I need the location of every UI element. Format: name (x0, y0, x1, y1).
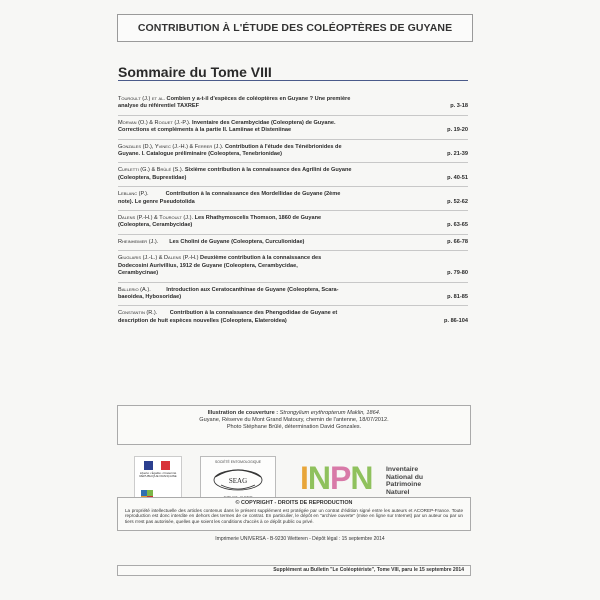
toc-entry-title: Contribution à la connaissance des Phengodidae de Guyane et (157, 310, 338, 317)
partner-logos (130, 456, 470, 496)
toc-entry-line (118, 120, 418, 127)
toc-entry (118, 120, 468, 135)
cover-species: Strongylium erythropterum Maklin, 1864. (278, 410, 381, 416)
toc-entry-pages: p. 86-104 (444, 317, 468, 324)
toc-entry-authors: Curletti (G.) & Brûlé (S.). (118, 167, 184, 174)
toc-entry-authors: Morvan (O.) & Roguet (J.-P.). (118, 119, 191, 126)
toc-entry-title: Contribution à la connaissance des Mordellidae de Guyane (2ème (148, 191, 341, 198)
seag-top-text: SOCIÉTÉ ENTOMOLOGIQUE (214, 460, 262, 464)
toc-entry-title: Introduction aux Ceratocanthinae de Guyane (Coleoptera, Scara- (150, 286, 339, 293)
header-title: CONTRIBUTION À L'ÉTUDE DES COLÉOPTÈRES DE GUYANE (137, 22, 453, 34)
header-banner (117, 14, 473, 42)
toc-entry (118, 310, 468, 325)
toc-entry-pages: p. 52-62 (447, 198, 468, 205)
toc-entry-authors: Constantin (R.). (118, 310, 158, 317)
footer-box (117, 565, 471, 576)
toc-separator (118, 210, 468, 211)
inpn-caption: Inventaire National du Patrimoine Naturel (386, 466, 424, 496)
toc-entry-line (118, 255, 418, 262)
cover-line-2: Guyane, Réserve du Mont Grand Matoury, chemin de l'antenne, 18/07/2012. (199, 417, 389, 424)
printer-line: Imprimerie UNIVERSA - B-9230 Wetteren - Dépôt légal : 15 septembre 2014 (215, 536, 385, 542)
inpn-logo (298, 460, 458, 500)
toc-entry-pages: p. 81-85 (447, 293, 468, 300)
cover-line-1 (118, 410, 470, 417)
toc-entry-title-cont: Corrections et compléments à la partie II. Lamiinae et Disteniinae (118, 127, 292, 134)
toc-entry (118, 215, 468, 230)
toc-entry-title-cont: description de huit espèces nouvelles (Coleoptera, Elateroidea) (118, 317, 287, 324)
mariane-text: Liberté • Égalité • Fraternité RÉPUBLIQUE FRANÇAISE (139, 471, 177, 479)
toc-entry-title: Les Cholini de Guyane (Coleoptera, Curculionidae) (158, 238, 305, 245)
toc-entry-title-cont: Guyane. I. Catalogue préliminaire (Coleoptera, Tenebrionidae) (118, 151, 283, 158)
toc-entry-line (118, 167, 418, 174)
copyright-text: La propriété intellectuelle des articles contenus dans le présent supplément est protégée par un contrat d'édition signé entre les auteurs et ACOREP-France. Toute reproduction est donc interdite en dehors des termes de ce contrat. En particulier, le dépôt en "archive ouverte" (mise en ligne sur Internet) par un auteur ou par un tiers n'est pas autorisée, quelles que soient les conditions d'accès à ce dépôt public ou privé. (125, 507, 463, 524)
cover-label: Illustration de couverture : (207, 410, 279, 416)
toc-entry (118, 167, 468, 182)
toc-entry-line (118, 96, 418, 103)
copyright-title: © COPYRIGHT - DROITS DE REPRODUCTION (235, 500, 353, 506)
toc-entry-title: Inventaire des Cerambycidae (Coleoptera) de Guyane. (190, 119, 336, 126)
toc-entry-line (118, 191, 418, 198)
toc-entry (118, 287, 468, 302)
toc-entry-line (118, 287, 418, 294)
toc-entry-title-cont: note). Le genre Pseudotolida (118, 198, 195, 205)
toc-entry-title: Deuxième contribution à la connaissance des (198, 255, 322, 262)
toc-separator (118, 282, 468, 283)
cover-illustration-box (117, 405, 471, 445)
toc-separator (118, 305, 468, 306)
toc-entry-pages: p. 21-39 (447, 151, 468, 158)
toc-entry-authors: Rheinheimer (J.). (118, 238, 159, 245)
toc-entry-pages: p. 40-51 (447, 174, 468, 181)
seag-initials: SEAG (228, 477, 248, 485)
toc-entry-title: Les Rhathymoscelis Thomson, 1860 de Guyane (193, 215, 322, 222)
toc-entry-authors: Gonzales (D.), Yvinec (J.-H.) & Ferrer (J.). (118, 143, 224, 150)
toc-entry-pages: p. 66-78 (447, 238, 468, 245)
copyright-box (117, 497, 471, 531)
toc-entry-line (118, 239, 418, 246)
cover-line-3: Photo Stéphane Brûlé, détermination David Gonzales. (226, 424, 362, 431)
toc-entry-pages: p. 3-18 (450, 103, 468, 110)
french-flag-icon (144, 461, 170, 470)
toc-entry (118, 191, 468, 206)
toc-separator (118, 234, 468, 235)
toc-entry-line (118, 144, 418, 151)
toc-separator (118, 139, 468, 140)
toc-entry-list (118, 96, 468, 325)
toc-divider (118, 80, 468, 81)
toc-entry-pages: p. 79-80 (447, 270, 468, 277)
toc-entry-authors: Giuglaris (J.-L.) & Dalens (P.-H.) (118, 255, 199, 262)
toc-separator (118, 162, 468, 163)
toc-entry-title-cont: Dodecosini Aurivillius, 1912 de Guyane (Coleoptera, Cerambycidae, (118, 262, 298, 269)
toc-entry (118, 144, 468, 159)
toc-entry-line (118, 310, 418, 317)
toc-separator (118, 115, 468, 116)
toc-entry (118, 239, 468, 246)
inpn-letters: INPN (300, 460, 373, 496)
toc-entry-title-cont: Cerambycinae) (118, 270, 159, 277)
toc-separator (118, 250, 468, 251)
toc-entry-authors: Ballerio (A.). (118, 286, 151, 293)
toc-entry-title-cont: analyse du référentiel TAXREF (118, 103, 200, 110)
toc-entry-authors: Touroult (J.) et al. (118, 96, 165, 102)
toc-entry-line (118, 215, 418, 222)
toc-entry-title-cont: (Coleoptera, Buprestidae) (118, 174, 187, 181)
toc-entry-authors: Leblanc (P.). (118, 191, 149, 198)
toc-title: Sommaire du Tome VIII (118, 64, 272, 80)
toc-entry-title: Combien y a-t-il d'espèces de coléoptères en Guyane ? Une première (164, 96, 351, 102)
toc-entry-pages: p. 63-65 (447, 222, 468, 229)
toc-entry-pages: p. 19-20 (447, 127, 468, 134)
toc-entry-title-cont: (Coleoptera, Cerambycidae) (118, 222, 193, 229)
toc-entry-title: Sixième contribution à la connaissance des Agrilini de Guyane (183, 167, 352, 174)
toc-entry-title-cont: baeoidea, Hybosoridae) (118, 293, 182, 300)
toc-separator (118, 186, 468, 187)
footer-text: Supplément au Bulletin "Le Coléoptériste", Tome VIII, paru le 15 septembre 2014 (273, 567, 464, 573)
toc-entry-title: Contribution à l'étude des Ténébrionides de (223, 143, 342, 150)
toc-entry (118, 255, 468, 277)
toc-entry-authors: Dalens (P.-H.) & Touroult (J.). (118, 215, 194, 222)
toc-entry (118, 96, 468, 111)
